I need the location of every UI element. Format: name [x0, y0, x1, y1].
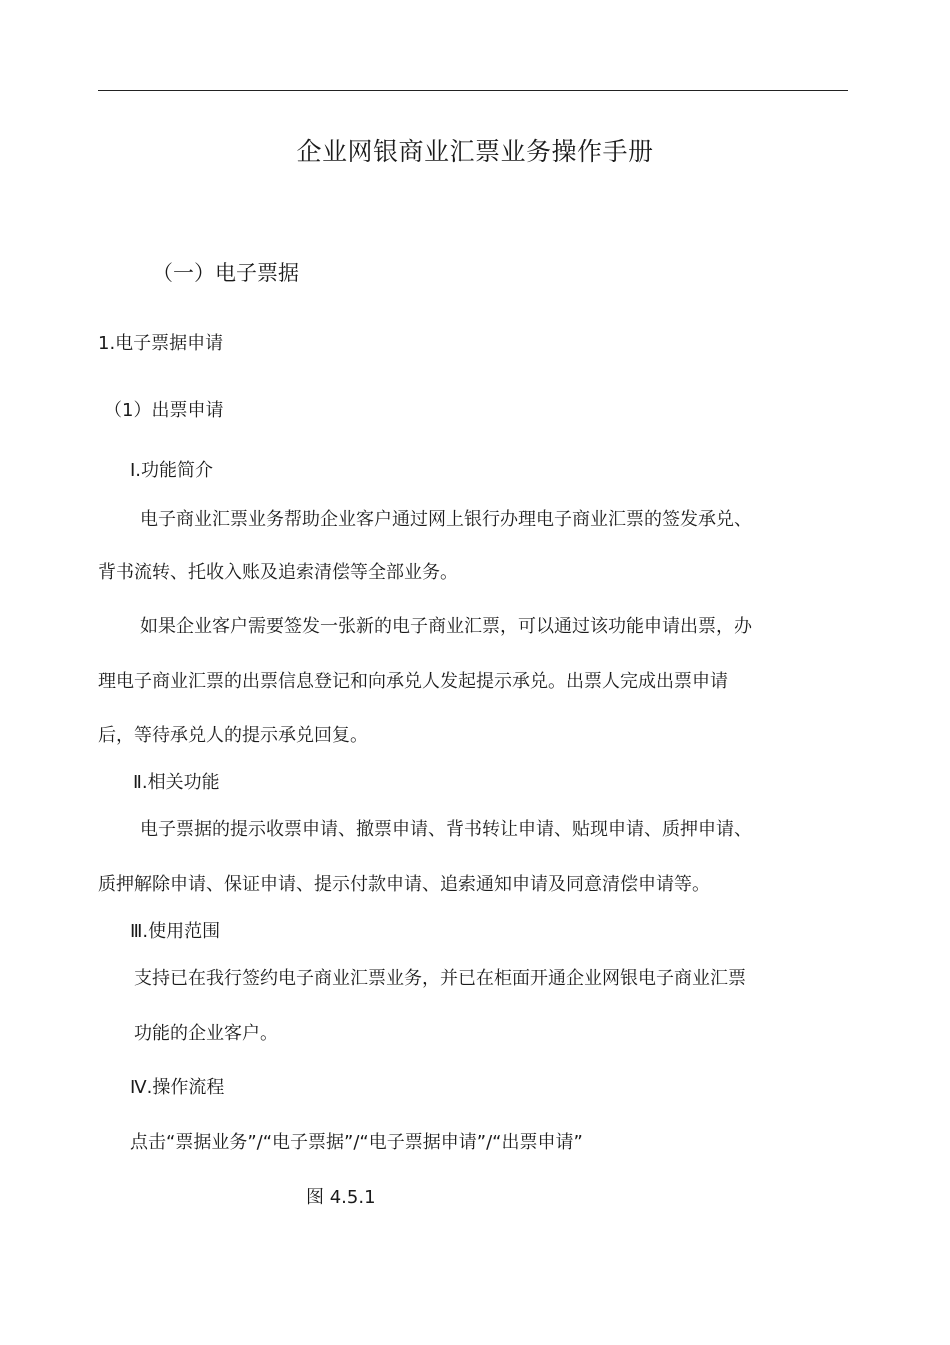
paragraph-line: 功能的企业客户。 — [134, 1023, 278, 1044]
paragraph-line: 电子商业汇票业务帮助企业客户通过网上银行办理电子商业汇票的签发承兑、 — [140, 509, 752, 530]
figure-caption: 图 4.5.1 — [306, 1187, 376, 1208]
paragraph-line: 质押解除申请、保证申请、提示付款申请、追索通知申请及同意清偿申请等。 — [98, 874, 710, 895]
paragraph-line: 支持已在我行签约电子商业汇票业务，并已在柜面开通企业网银电子商业汇票 — [134, 968, 746, 989]
subsection-heading: 1.电子票据申请 — [98, 333, 224, 354]
section-heading: （一）电子票据 — [152, 261, 299, 285]
header-rule — [98, 90, 848, 91]
function-intro-heading: Ⅰ.功能简介 — [130, 460, 214, 481]
paragraph-line: 背书流转、托收入账及追索清偿等全部业务。 — [98, 562, 458, 583]
paragraph-line: 点击“票据业务”/“电子票据”/“电子票据申请”/“出票申请” — [130, 1132, 583, 1153]
paragraph-line: 电子票据的提示收票申请、撤票申请、背书转让申请、贴现申请、质押申请、 — [140, 819, 752, 840]
scope-heading: Ⅲ.使用范围 — [130, 921, 221, 942]
related-heading: Ⅱ.相关功能 — [133, 772, 220, 793]
paragraph-line: 后，等待承兑人的提示承兑回复。 — [98, 725, 368, 746]
page-title: 企业网银商业汇票业务操作手册 — [296, 137, 654, 166]
item-heading: （1）出票申请 — [104, 400, 224, 421]
paragraph-line: 如果企业客户需要签发一张新的电子商业汇票，可以通过该功能申请出票，办 — [140, 616, 752, 637]
paragraph-line: 理电子商业汇票的出票信息登记和向承兑人发起提示承兑。出票人完成出票申请 — [98, 671, 728, 692]
process-heading: Ⅳ.操作流程 — [130, 1077, 225, 1098]
